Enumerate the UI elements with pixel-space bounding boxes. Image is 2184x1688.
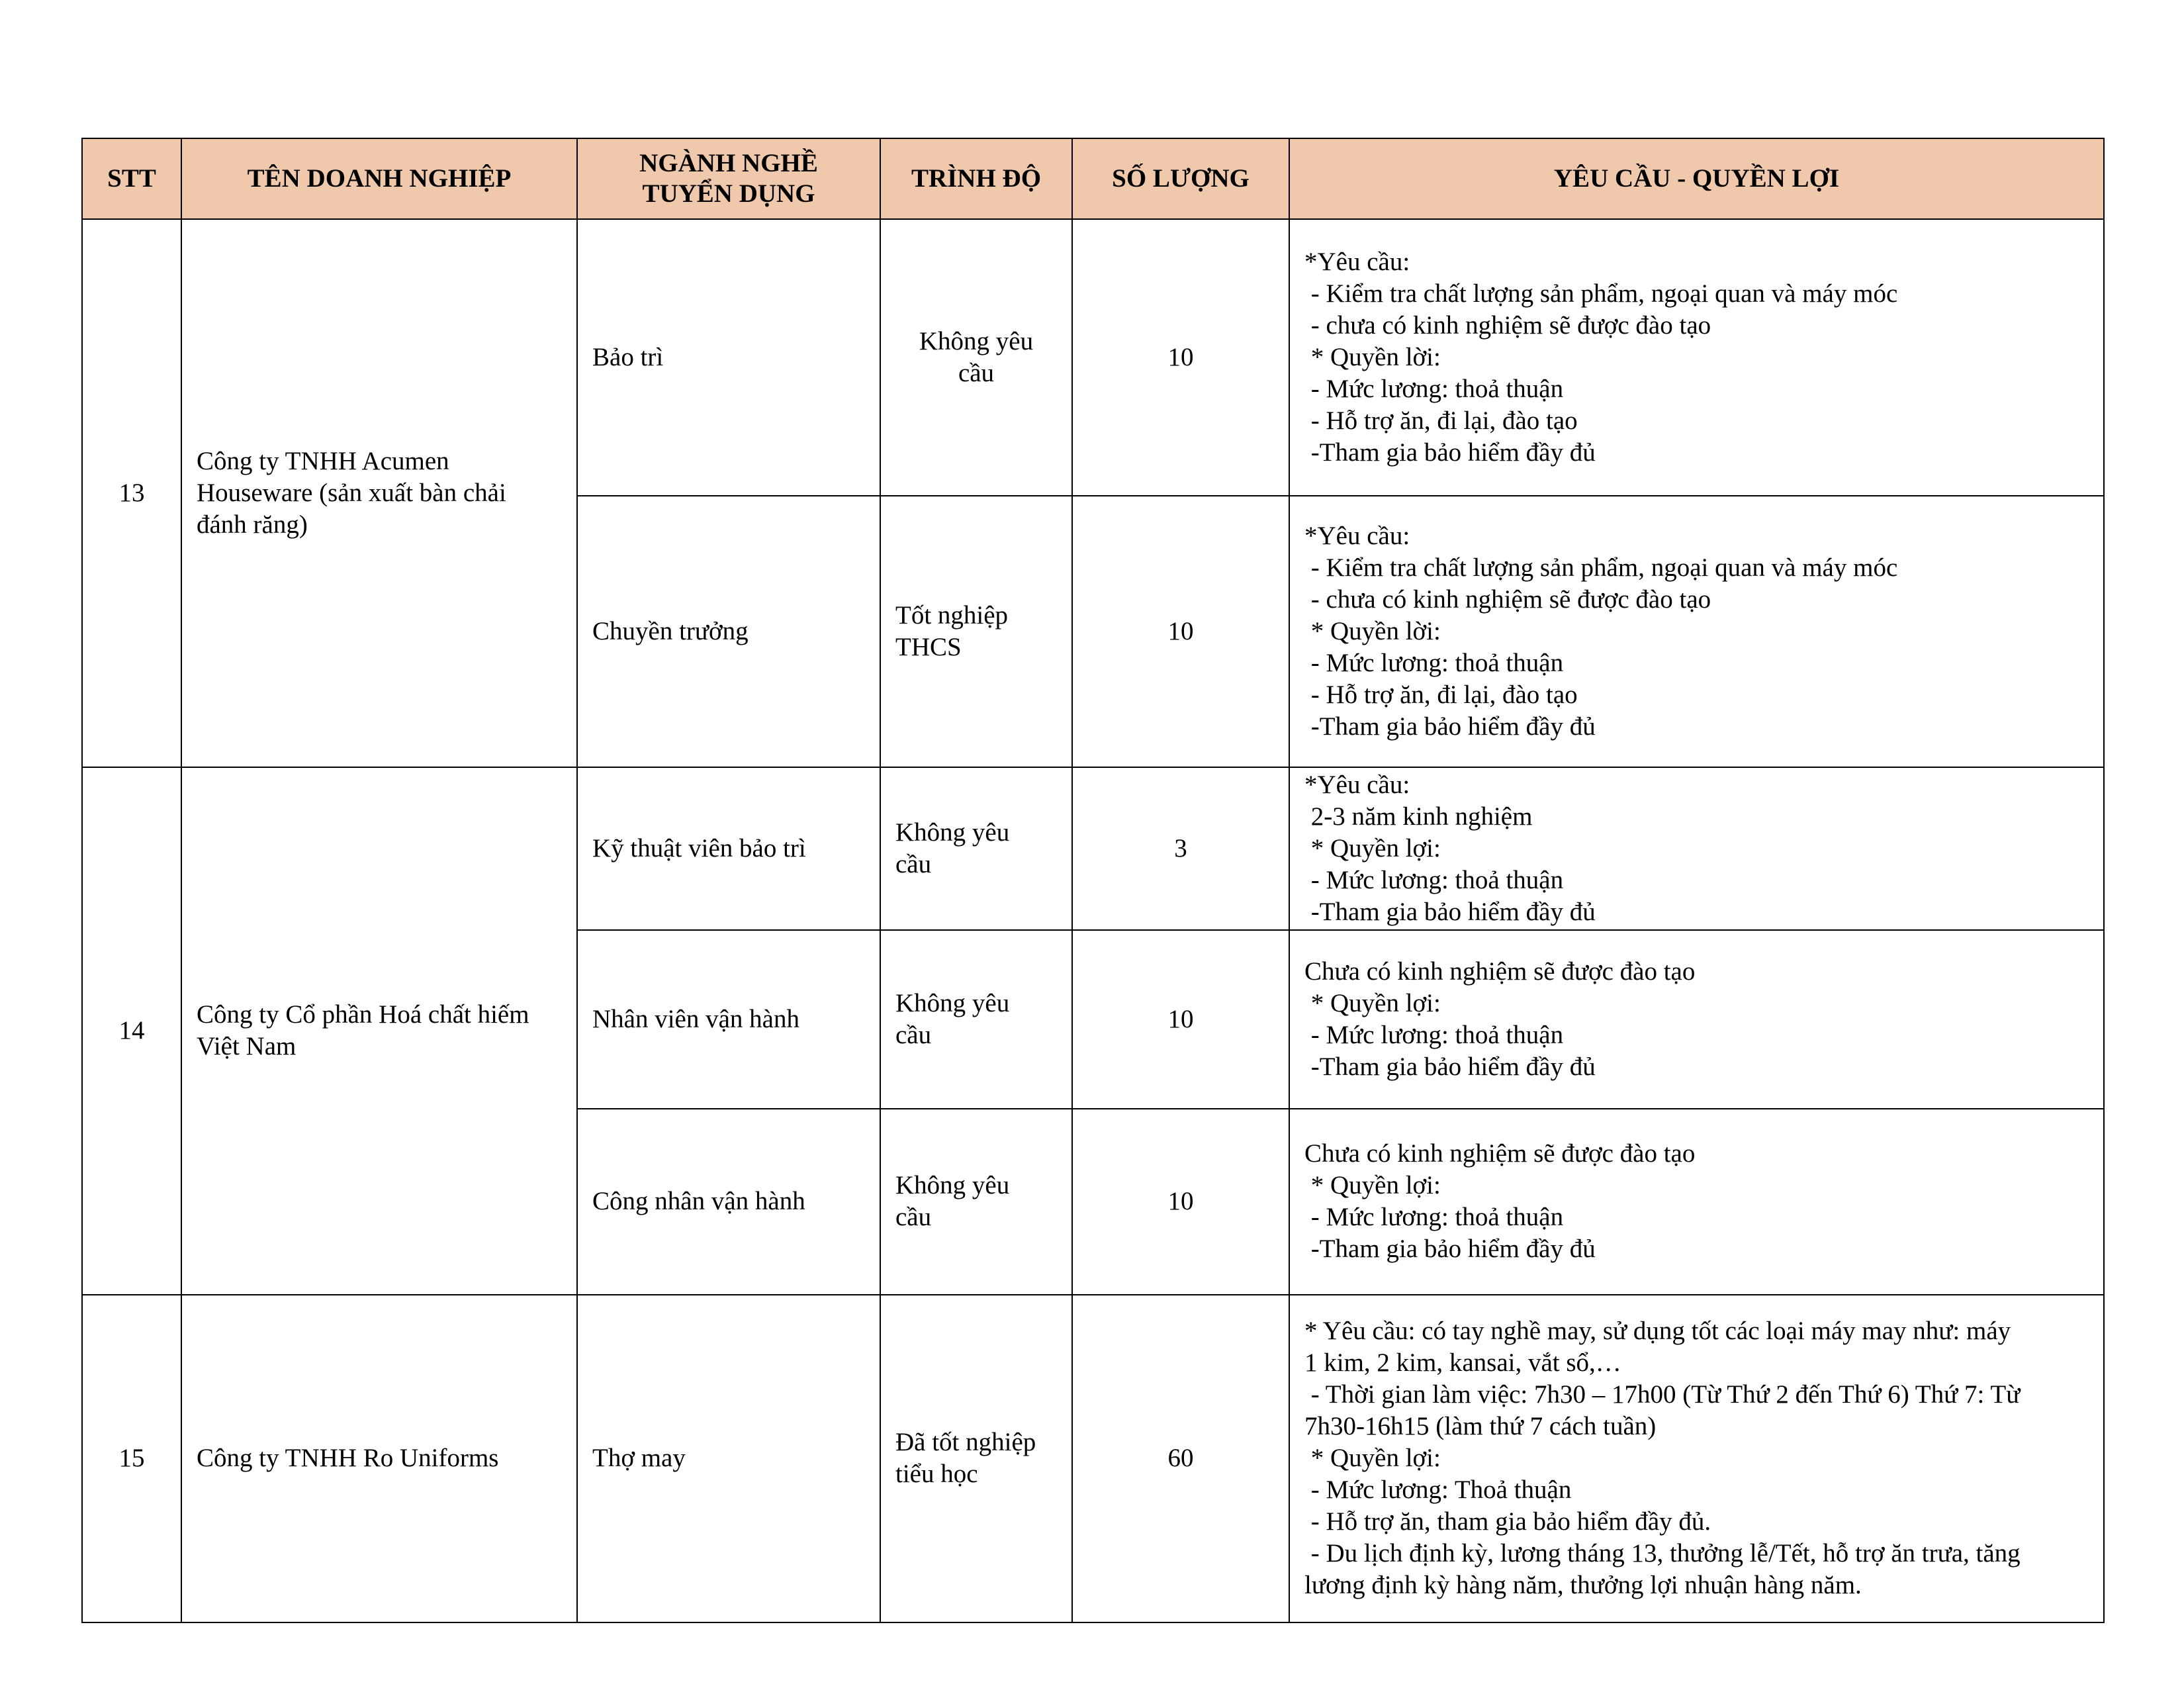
- header-row: [82, 138, 2104, 219]
- requirement-line: - chưa có kinh nghiệm sẽ được đào tạo: [1304, 310, 1711, 340]
- industry-cell: Thợ may: [577, 1295, 880, 1622]
- requirement-line: - Mức lương: Thoả thuận: [1304, 1476, 1572, 1505]
- quantity-cell: 10: [1072, 496, 1289, 767]
- stt-cell: 15: [82, 1295, 181, 1622]
- quantity-cell: 10: [1072, 219, 1289, 496]
- level-cell: Tốt nghiệp THCS: [880, 496, 1072, 767]
- requirement-line: Chưa có kinh nghiệm sẽ được đào tạo: [1304, 1139, 1696, 1168]
- requirements-cell: [1289, 219, 2104, 496]
- industry-cell: Chuyền trưởng: [577, 496, 880, 767]
- requirement-line: - Kiểm tra chất lượng sản phẩm, ngoại quan và máy móc: [1304, 279, 1898, 308]
- quantity-cell: 60: [1072, 1295, 1289, 1622]
- company-cell: Công ty TNHH Acumen Houseware (sản xuất bàn chải đánh răng): [181, 219, 577, 767]
- requirement-line: 7h30-16h15 (làm thứ 7 cách tuần): [1304, 1412, 1657, 1441]
- table-row: [82, 219, 2104, 496]
- requirements-cell: [1289, 930, 2104, 1109]
- quantity-cell: 10: [1072, 930, 1289, 1109]
- requirement-line: * Quyền lợi:: [1304, 833, 1441, 863]
- requirements-cell: [1289, 496, 2104, 767]
- requirement-line: - Mức lương: thoả thuận: [1304, 1203, 1564, 1232]
- requirement-line: - Kiểm tra chất lượng sản phẩm, ngoại quan và máy móc: [1304, 553, 1898, 582]
- requirement-line: - Mức lương: thoả thuận: [1304, 648, 1564, 677]
- requirement-line: Chưa có kinh nghiệm sẽ được đào tạo: [1304, 957, 1696, 986]
- header-stt: STT: [82, 138, 181, 219]
- requirement-line: 2-3 năm kinh nghiệm: [1304, 802, 1533, 831]
- header-company: TÊN DOANH NGHIỆP: [181, 138, 577, 219]
- requirements-cell: [1289, 1295, 2104, 1622]
- header-level: TRÌNH ĐỘ: [880, 138, 1072, 219]
- header-quantity: SỐ LƯỢNG: [1072, 138, 1289, 219]
- level-cell: Không yêu cầu: [880, 1109, 1072, 1295]
- requirement-line: - Thời gian làm việc: 7h30 – 17h00 (Từ Thứ 2 đến Thứ 6) Thứ 7: Từ: [1304, 1380, 2021, 1409]
- requirements-cell: [1289, 1109, 2104, 1295]
- requirements-cell: [1289, 767, 2104, 930]
- company-cell: Công ty TNHH Ro Uniforms: [181, 1295, 577, 1622]
- requirement-line: *Yêu cầu:: [1304, 521, 1410, 550]
- level-cell: Không yêu cầu: [880, 767, 1072, 930]
- table-row: [82, 767, 2104, 930]
- company-cell: Công ty Cổ phần Hoá chất hiếm Việt Nam: [181, 767, 577, 1295]
- level-cell: Không yêu cầu: [880, 930, 1072, 1109]
- requirement-line: - Hỗ trợ ăn, đi lại, đào tạo: [1304, 406, 1578, 435]
- requirement-line: * Yêu cầu: có tay nghề may, sử dụng tốt các loại máy may như: máy: [1304, 1317, 2011, 1346]
- quantity-cell: 3: [1072, 767, 1289, 930]
- requirement-line: * Quyền lợi:: [1304, 1171, 1441, 1200]
- requirement-line: 1 kim, 2 kim, kansai, vắt sổ,…: [1304, 1348, 1621, 1378]
- quantity-cell: 10: [1072, 1109, 1289, 1295]
- stt-cell: 14: [82, 767, 181, 1295]
- requirement-line: -Tham gia bảo hiểm đầy đủ: [1304, 712, 1596, 741]
- requirement-line: -Tham gia bảo hiểm đầy đủ: [1304, 1235, 1596, 1264]
- requirement-line: -Tham gia bảo hiểm đầy đủ: [1304, 1052, 1596, 1081]
- table-row: [82, 1295, 2104, 1622]
- industry-cell: Nhân viên vận hành: [577, 930, 880, 1109]
- level-cell: Đã tốt nghiệp tiểu học: [880, 1295, 1072, 1622]
- requirement-line: - Du lịch định kỳ, lương tháng 13, thưởng lễ/Tết, hỗ trợ ăn trưa, tăng: [1304, 1539, 2021, 1568]
- header-requirements: YÊU CẦU - QUYỀN LỢI: [1289, 138, 2104, 219]
- requirement-line: - Hỗ trợ ăn, tham gia bảo hiểm đầy đủ.: [1304, 1507, 1711, 1536]
- requirement-line: * Quyền lợi:: [1304, 988, 1441, 1017]
- requirement-line: lương định kỳ hàng năm, thưởng lợi nhuận hàng năm.: [1304, 1571, 1862, 1600]
- requirement-line: * Quyền lời:: [1304, 342, 1441, 371]
- requirement-line: -Tham gia bảo hiểm đầy đủ: [1304, 897, 1596, 926]
- industry-cell: Bảo trì: [577, 219, 880, 496]
- stt-cell: 13: [82, 219, 181, 767]
- level-cell: Không yêu cầu: [880, 219, 1072, 496]
- requirement-line: - Hỗ trợ ăn, đi lại, đào tạo: [1304, 680, 1578, 709]
- requirement-line: * Quyền lời:: [1304, 616, 1441, 645]
- requirement-line: - Mức lương: thoả thuận: [1304, 1020, 1564, 1049]
- requirement-line: -Tham gia bảo hiểm đầy đủ: [1304, 438, 1596, 467]
- industry-cell: Kỹ thuật viên bảo trì: [577, 767, 880, 930]
- requirement-line: - Mức lương: thoả thuận: [1304, 865, 1564, 894]
- recruitment-table: [81, 138, 2105, 1623]
- industry-cell: Công nhân vận hành: [577, 1109, 880, 1295]
- requirement-line: - Mức lương: thoả thuận: [1304, 374, 1564, 403]
- header-industry: NGÀNH NGHỀ TUYỂN DỤNG: [577, 138, 880, 219]
- requirement-line: *Yêu cầu:: [1304, 247, 1410, 276]
- requirement-line: - chưa có kinh nghiệm sẽ được đào tạo: [1304, 585, 1711, 614]
- requirement-line: *Yêu cầu:: [1304, 770, 1410, 799]
- requirement-line: * Quyền lợi:: [1304, 1444, 1441, 1473]
